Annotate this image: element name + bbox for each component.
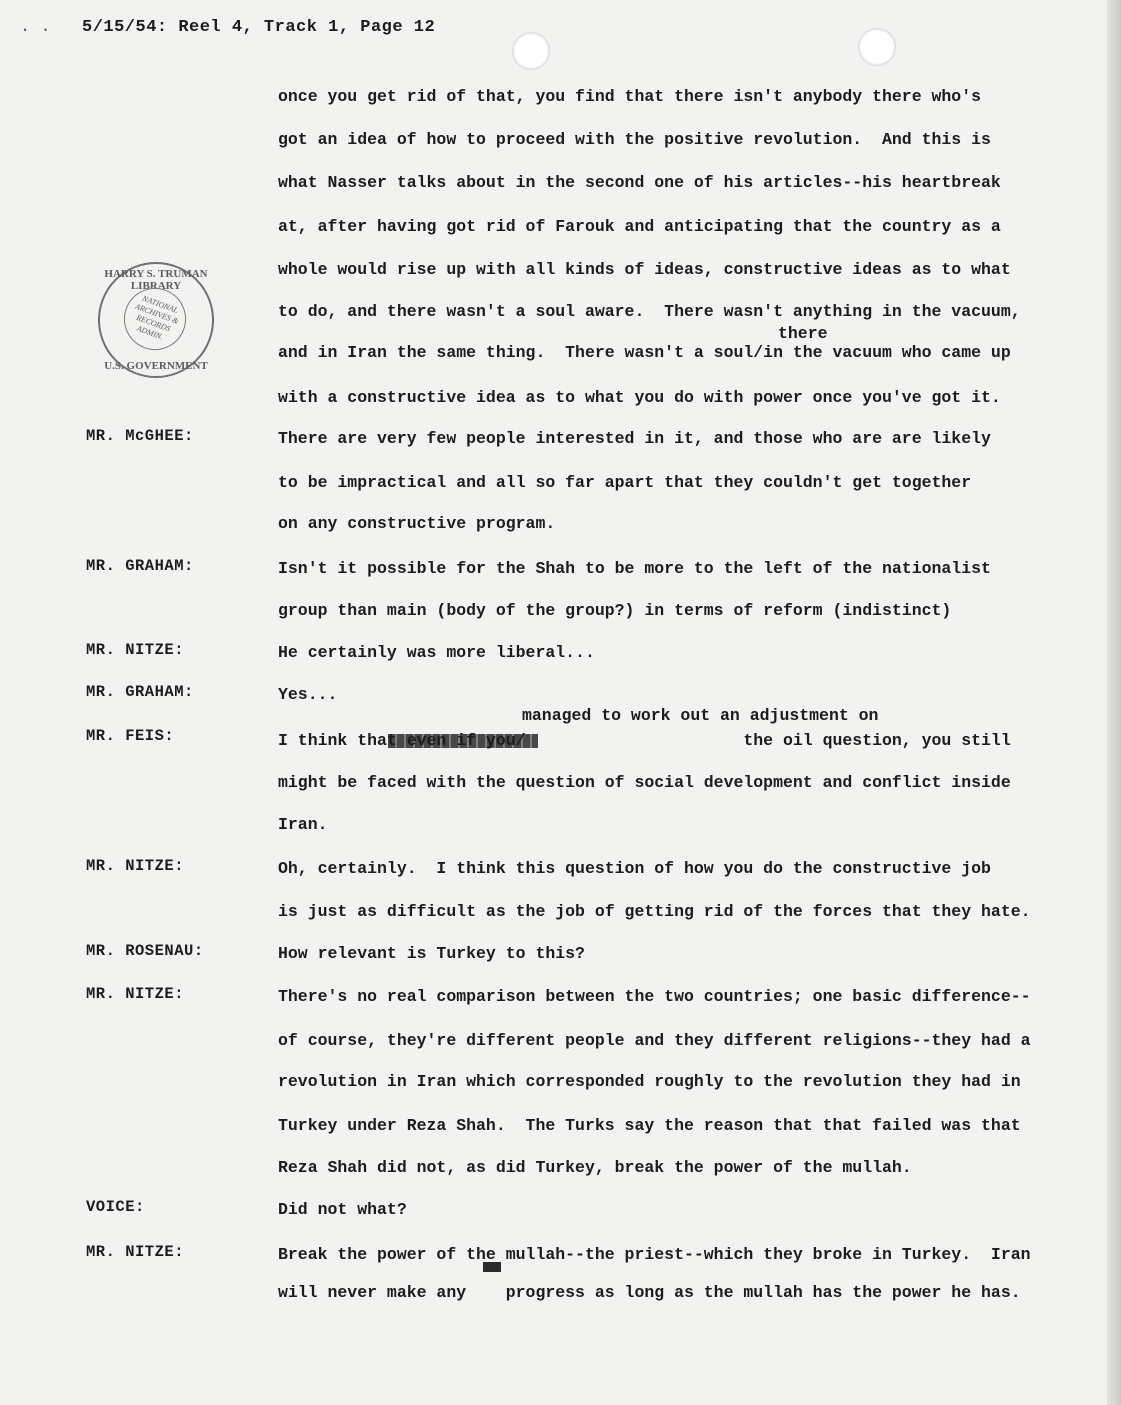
- text-line: Turkey under Reza Shah. The Turks say the reason that that failed was that: [278, 1116, 1021, 1135]
- page-header: 5/15/54: Reel 4, Track 1, Page 12: [82, 18, 436, 37]
- text-line: He certainly was more liberal...: [278, 643, 595, 662]
- text-line: There's no real comparison between the two countries; one basic difference--: [278, 987, 1031, 1006]
- text-line: at, after having got rid of Farouk and anticipating that the country as a: [278, 217, 1001, 236]
- text-line: Reza Shah did not, as did Turkey, break the power of the mullah.: [278, 1158, 912, 1177]
- text-line: group than main (body of the group?) in terms of reform (indistinct): [278, 601, 952, 620]
- library-stamp: [98, 262, 214, 378]
- insertion-managed: managed to work out an adjustment on: [522, 706, 879, 725]
- text-line: will never make any progress as long as the mullah has the power he has.: [278, 1283, 1021, 1302]
- speaker-label: MR. ROSENAU:: [86, 942, 204, 960]
- text-line: I think that even if you/ the oil question, you still: [278, 731, 1011, 750]
- stamp-bottom-text: U.S. GOVERNMENT: [104, 360, 208, 372]
- text-line: might be faced with the question of social development and conflict inside: [278, 773, 1011, 792]
- speaker-label: MR. NITZE:: [86, 985, 185, 1003]
- speaker-label: MR. GRAHAM:: [86, 557, 194, 575]
- text-line: Isn't it possible for the Shah to be more to the left of the nationalist: [278, 559, 991, 578]
- speaker-label: MR. NITZE:: [86, 1243, 185, 1261]
- text-line: once you get rid of that, you find that there isn't anybody there who's: [278, 87, 982, 106]
- punch-hole: [858, 28, 896, 66]
- text-line: to do, and there wasn't a soul aware. There wasn't anything in the vacuum,: [278, 302, 1021, 321]
- text-line: with a constructive idea as to what you do with power once you've got it.: [278, 388, 1001, 407]
- speaker-label: MR. NITZE:: [86, 641, 185, 659]
- page-edge: [1107, 0, 1121, 1405]
- text-line: How relevant is Turkey to this?: [278, 944, 585, 963]
- margin-dots: . .: [20, 18, 51, 37]
- text-line: got an idea of how to proceed with the positive revolution. And this is: [278, 130, 991, 149]
- text-line: on any constructive program.: [278, 514, 556, 533]
- text-line: whole would rise up with all kinds of ideas, constructive ideas as to what: [278, 260, 1011, 279]
- punch-hole: [512, 32, 550, 70]
- text-line: of course, they're different people and they different religions--they had a: [278, 1031, 1031, 1050]
- text-line: Did not what?: [278, 1200, 407, 1219]
- text-line: Iran.: [278, 815, 328, 834]
- speaker-label: VOICE:: [86, 1198, 145, 1216]
- text-line: is just as difficult as the job of getting rid of the forces that they hate.: [278, 902, 1031, 921]
- text-line: and in Iran the same thing. There wasn't a soul/in the vacuum who came up: [278, 343, 1011, 362]
- stamp-inner-text: NATIONAL ARCHIVES & RECORDS ADMIN.: [115, 279, 194, 358]
- text-line: what Nasser talks about in the second one of his articles--his heartbreak: [278, 173, 1001, 192]
- speaker-label: MR. GRAHAM:: [86, 683, 194, 701]
- speaker-label: MR. McGHEE:: [86, 427, 194, 445]
- text-line: Oh, certainly. I think this question of how you do the constructive job: [278, 859, 991, 878]
- insertion-there: there: [778, 324, 828, 343]
- speaker-label: MR. FEIS:: [86, 727, 175, 745]
- stamp-top-text: HARRY S. TRUMAN LIBRARY: [104, 268, 208, 292]
- text-line: to be impractical and all so far apart that they couldn't get together: [278, 473, 972, 492]
- text-line: Break the power of the mullah--the priest--which they broke in Turkey. Iran: [278, 1245, 1031, 1264]
- speaker-label: MR. NITZE:: [86, 857, 185, 875]
- text-line: Yes...: [278, 685, 338, 704]
- text-line: There are very few people interested in it, and those who are are likely: [278, 429, 991, 448]
- text-line: revolution in Iran which corresponded roughly to the revolution they had in: [278, 1072, 1021, 1091]
